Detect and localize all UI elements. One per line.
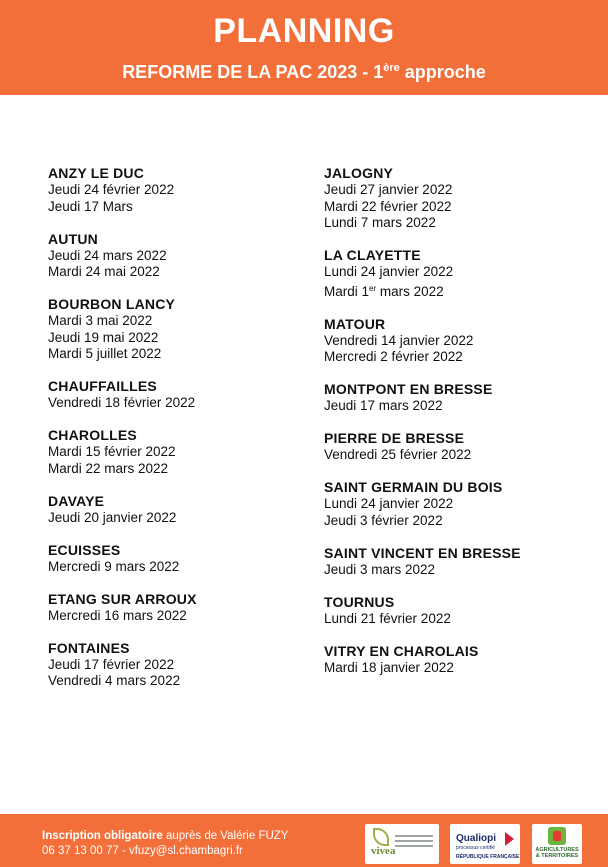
subtitle-main: REFORME DE LA PAC 2023 - 1 [122, 62, 384, 82]
session-date: Mardi 15 février 2022 [48, 444, 176, 459]
page-title: PLANNING [213, 12, 395, 50]
subtitle-superscript: ère [383, 62, 400, 74]
town-block [48, 378, 318, 412]
qualiopi-republique: RÉPUBLIQUE FRANÇAISE [456, 854, 520, 860]
header-banner [0, 0, 608, 95]
town-block [324, 381, 594, 415]
town-block [324, 316, 594, 366]
session-date: Jeudi 24 février 2022 [48, 182, 175, 197]
date-suffix: mars 2022 [376, 283, 444, 299]
qualiopi-logo [450, 824, 520, 864]
session-date: Vendredi 25 février 2022 [324, 447, 472, 462]
qualiopi-wordmark: Qualiopi [456, 833, 496, 844]
right-column [324, 165, 594, 692]
town-name: LA CLAYETTE [324, 247, 421, 263]
town-name: PIERRE DE BRESSE [324, 430, 465, 446]
town-name: MATOUR [324, 315, 386, 332]
town-name: ETANG SUR ARROUX [48, 590, 197, 607]
session-date: Lundi 7 mars 2022 [324, 215, 436, 230]
town-name: JALOGNY [324, 165, 394, 181]
session-date: Lundi 24 janvier 2022 [324, 264, 454, 279]
agri-wordmark: AGRICULTURES & TERRITOIRES [535, 847, 579, 859]
town-name: MONTPONT EN BRESSE [324, 381, 493, 397]
town-name: BOURBON LANCY [48, 296, 176, 312]
session-date: Jeudi 24 mars 2022 [48, 247, 167, 263]
session-date: Jeudi 19 mai 2022 [48, 329, 159, 345]
town-block [324, 643, 594, 677]
arrow-icon [505, 832, 514, 846]
session-date: Vendredi 18 février 2022 [48, 395, 196, 410]
town-block [324, 247, 594, 300]
session-date: Mercredi 9 mars 2022 [48, 558, 180, 574]
session-date: Vendredi 4 mars 2022 [48, 673, 181, 688]
town-block [324, 479, 594, 529]
session-date: Jeudi 3 février 2022 [324, 512, 443, 528]
town-block [48, 296, 318, 363]
town-block [48, 231, 318, 281]
page-subtitle [0, 62, 608, 83]
session-date: Jeudi 3 mars 2022 [324, 561, 436, 577]
chambre-agriculture-logo [532, 824, 582, 864]
session-date: Mercredi 16 mars 2022 [48, 607, 187, 623]
subtitle-end: approche [399, 62, 486, 82]
session-date: Mardi 24 mai 2022 [48, 264, 160, 279]
date-superscript: er [369, 283, 377, 293]
town-block [48, 493, 318, 527]
leaf-icon [373, 828, 389, 846]
town-name: SAINT VINCENT EN BRESSE [324, 544, 521, 561]
qualiopi-subtitle: processus certifié [456, 845, 495, 851]
session-date: Jeudi 17 mars 2022 [324, 398, 443, 413]
inscription-contact-name: auprès de Valérie FUZY [162, 830, 289, 842]
vivea-tagline-lines [395, 832, 433, 852]
session-date: Mardi 5 juillet 2022 [48, 346, 162, 361]
town-name: DAVAYE [48, 492, 105, 509]
session-date: Vendredi 14 janvier 2022 [324, 332, 474, 348]
town-name: VITRY EN CHAROLAIS [324, 642, 479, 659]
town-block [324, 545, 594, 579]
town-name: FONTAINES [48, 639, 130, 656]
town-name: SAINT GERMAIN DU BOIS [324, 479, 503, 495]
inscription-line [42, 830, 288, 842]
town-block [48, 542, 318, 576]
session-date: Mardi 22 mars 2022 [48, 460, 169, 476]
town-block [324, 165, 594, 232]
session-date: Jeudi 27 janvier 2022 [324, 182, 453, 197]
town-block [48, 640, 318, 690]
left-column [48, 165, 318, 705]
session-date: Jeudi 20 janvier 2022 [48, 509, 177, 525]
session-date: Mardi 3 mai 2022 [48, 313, 153, 328]
town-block [324, 430, 594, 464]
town-block [48, 427, 318, 477]
session-date: Mercredi 2 février 2022 [324, 349, 463, 364]
session-date: Lundi 24 janvier 2022 [324, 496, 454, 511]
session-date: Mardi 18 janvier 2022 [324, 659, 454, 675]
session-date: Lundi 21 février 2022 [324, 610, 451, 626]
footer-banner [0, 814, 608, 867]
town-name: AUTUN [48, 230, 98, 247]
town-name: ECUISSES [48, 541, 121, 558]
town-name: CHAROLLES [48, 427, 137, 443]
town-block [48, 165, 318, 215]
town-block [324, 594, 594, 628]
vivea-logo [365, 824, 439, 864]
town-name: CHAUFFAILLES [48, 378, 157, 394]
session-date: Mardi 22 février 2022 [324, 198, 452, 214]
vivea-wordmark: vivea [371, 845, 396, 857]
inscription-bold: Inscription obligatoire [42, 830, 163, 842]
session-date [324, 281, 594, 301]
contact-line[interactable]: 06 37 13 00 77 - vfuzy@sl.chambagri.fr [42, 845, 243, 857]
date-prefix: Mardi 1 [324, 283, 370, 299]
session-date: Jeudi 17 Mars [48, 198, 133, 214]
chambre-agriculture-icon [548, 827, 566, 845]
town-block [48, 591, 318, 625]
session-date: Jeudi 17 février 2022 [48, 656, 175, 672]
town-name: ANZY LE DUC [48, 165, 145, 181]
town-name: TOURNUS [324, 593, 395, 610]
